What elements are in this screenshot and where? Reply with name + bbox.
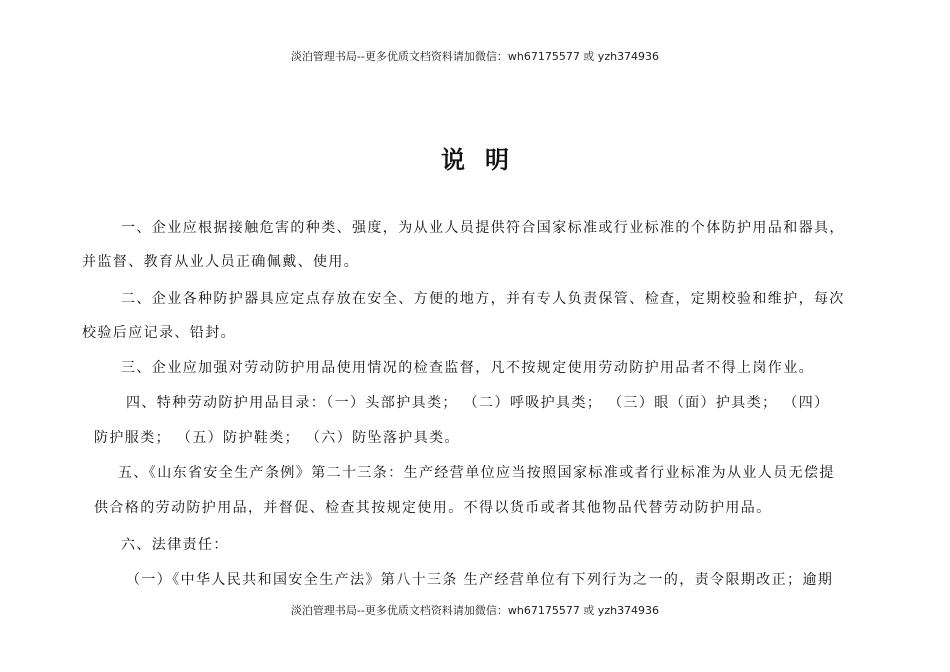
paragraph-6-line-1: 六、法律责任：: [121, 537, 229, 553]
page-header: 淡泊管理书局--更多优质文档资料请加微信：wh67175577 或 yzh374936: [290, 50, 660, 63]
paragraph-5-line-1: 五、《山东省安全生产条例》第二十三条：生产经营单位应当按照国家标准或者行业标准为从业人员无偿提: [118, 465, 835, 481]
paragraph-4-line-1: 四、特种劳动防护用品目录：（一）头部护具类； （二）呼吸护具类； （三）眼（面）护具类； （四）: [126, 395, 830, 411]
page-title: 说明: [441, 145, 529, 174]
paragraph-1-line-1: 一、企业应根据接触危害的种类、强度，为从业人员提供符合国家标准或行业标准的个体防护用品和器具，: [121, 220, 845, 236]
paragraph-7-line-1: （一）《中华人民共和国安全生产法》第八十三条 生产经营单位有下列行为之一的，责令限期改正；逾期: [126, 572, 834, 588]
paragraph-3-line-1: 三、企业应加强对劳动防护用品使用情况的检查监督，凡不按规定使用劳动防护用品者不得上岗作业。: [121, 360, 814, 376]
paragraph-2-line-2: 校验后应记录、铅封。: [82, 325, 236, 341]
paragraph-5-line-2: 供合格的劳动防护用品，并督促、检查其按规定使用。不得以货币或者其他物品代替劳动防护用品。: [94, 500, 772, 516]
paragraph-1-line-2: 并监督、教育从业人员正确佩戴、使用。: [82, 254, 360, 270]
page-footer: 淡泊管理书局--更多优质文档资料请加微信：wh67175577 或 yzh374936: [290, 604, 660, 617]
paragraph-2-line-1: 二、企业各种防护器具应定点存放在安全、方便的地方，并有专人负责保管、检查，定期校验和维护，每次: [121, 291, 845, 307]
paragraph-4-line-2: 防护服类； （五）防护鞋类； （六）防坠落护具类。: [94, 430, 460, 446]
